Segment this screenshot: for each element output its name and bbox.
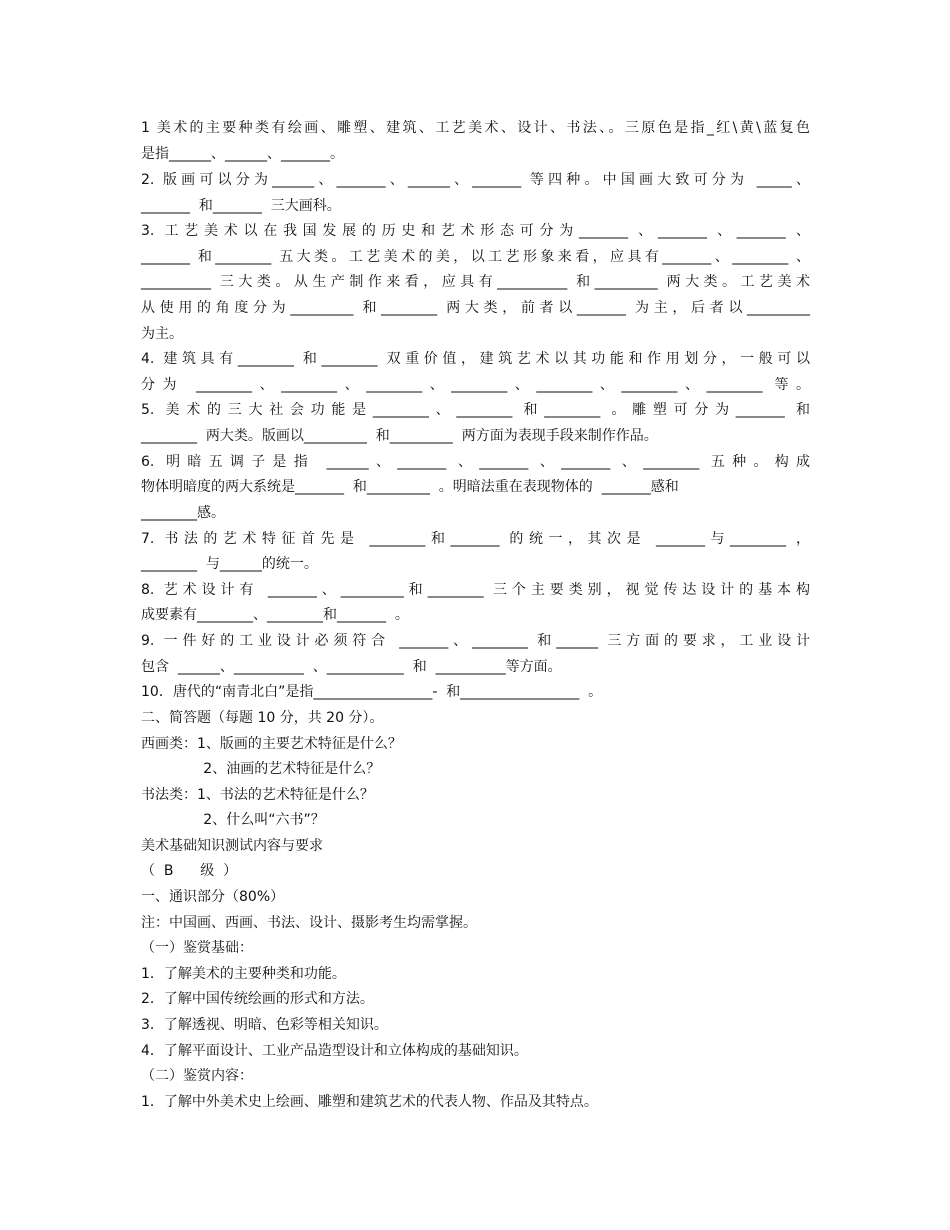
text-line: （一）鉴赏基础： (141, 940, 253, 956)
text-line: 包含 ______、__________ 、___________ 和 __________等方面。 (141, 659, 562, 675)
text-line: 10．唐代的“南青北白”是指_________________- 和_________________ 。 (141, 684, 603, 700)
section-heading: 二、简答题（每题 10 分，共 20 分）。 (141, 710, 384, 726)
text-line: 分为 ________、________、________、________、________、________、________ 等。 (141, 377, 810, 393)
section-heading: 一、通识部分（80%） (141, 889, 285, 905)
text-line: 2．了解中国传统绘画的形式和方法。 (141, 991, 374, 1007)
section-heading: 美术基础知识测试内容与要求 (141, 838, 323, 854)
text-line: 4．了解平面设计、工业产品造型设计和立体构成的基础知识。 (141, 1043, 528, 1059)
text-line: 2、油画的艺术特征是什么？ (141, 761, 381, 777)
text-line: 注：中国画、西画、书法、设计、摄影考生均需掌握。 (141, 915, 477, 931)
text-line: ________ 与______的统一。 (141, 556, 318, 572)
text-line: 物体明暗度的两大系统是_______ 和_________ 。明暗法重在表现物体的 _______感和 (141, 479, 679, 495)
text-line: 西画类：1、版画的主要艺术特征是什么？ (141, 736, 402, 752)
text-line: 3. 工艺美术以在我国发展的历史和艺术形态可分为_______ 、_______ 、_______ 、 (141, 223, 810, 239)
text-line: 书法类：1、书法的艺术特征是什么？ (141, 787, 374, 803)
text-line: 是指______、______、_______。 (141, 146, 344, 162)
text-line: 成要素有________、________和_______ 。 (141, 607, 409, 623)
text-line: 为主。 (141, 326, 183, 342)
text-line: 5. 美术的三大社会功能是________、________ 和________ 。雕塑可分为_______ 和 (141, 402, 810, 418)
text-line: __________ 三大类。从生产制作来看，应具有__________ 和_________ 两大类。工艺美术 (141, 274, 810, 290)
text-line: 8. 艺术设计有 _______、_________和________ 三个主要类别，视觉传达设计的基本构 (141, 582, 810, 598)
text-line: 3．了解透视、明暗、色彩等相关知识。 (141, 1017, 388, 1033)
text-line: 从使用的角度分为_________ 和________ 两大类，前者以_______ 为主，后者以_________ (141, 300, 810, 316)
text-line: 7. 书法的艺术特征首先是 ________和_______ 的统一，其次是 _______与________ ， (141, 531, 810, 547)
text-line: 9. 一件好的工业设计必须符合 _______、________ 和______ 三方面的要求，工业设计 (141, 633, 810, 649)
text-line: 2、什么叫“六书”？ (141, 812, 325, 828)
text-line: _______ 和_______ 三大画科。 (141, 198, 341, 214)
text-line: _______ 和________ 五大类。工艺美术的美，以工艺形象来看，应具有_______、________ 、 (141, 249, 810, 265)
text-line: 4. 建筑具有________ 和________ 双重价值，建筑艺术以其功能和作用划分，一般可以 (141, 351, 810, 367)
text-line: 2. 版画可以分为______、_______、______、_______ 等四种。中国画大致可分为 _____、 (141, 172, 810, 188)
text-line: 1 美术的主要种类有绘画、雕塑、建筑、工艺美术、设计、书法、。三原色是指_红\黄\蓝复色 (141, 120, 810, 136)
text-line: ________感。 (141, 505, 225, 521)
text-line: 1．了解美术的主要种类和功能。 (141, 966, 346, 982)
text-line: （ B 级 ） (141, 863, 238, 879)
text-line: 1．了解中外美术史上绘画、雕塑和建筑艺术的代表人物、作品及其特点。 (141, 1094, 598, 1110)
text-line: （二）鉴赏内容： (141, 1068, 253, 1084)
text-line: 6. 明暗五调子是指 ______、_______ 、_______ 、_______ 、________ 五种。构成 (141, 454, 810, 470)
text-line: ________ 两大类。版画以_________ 和_________ 两方面为表现手段来制作作品。 (141, 428, 658, 444)
